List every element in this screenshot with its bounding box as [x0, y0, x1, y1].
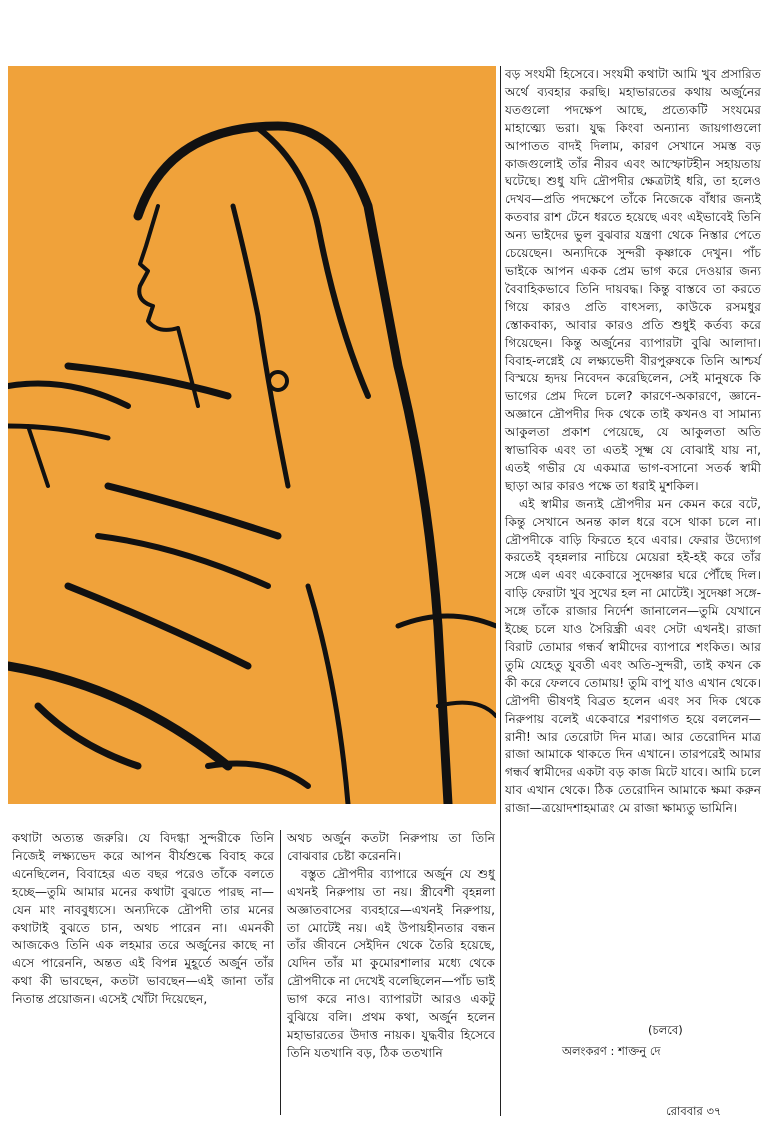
- illustration: [8, 66, 496, 804]
- column-divider: [280, 830, 281, 1115]
- page-footer: রোববার ৩৭: [666, 1104, 722, 1118]
- article-bottom-column-1: [12, 830, 274, 1009]
- article-bottom-column-2: [287, 830, 495, 1063]
- paragraph: অথচ অর্জুন কতটা নিরুপায় তা তিনি বোঝবার চেষ্টা করেননি।: [287, 831, 495, 863]
- paragraph: কথাটা অত্যন্ত জরুরি। যে বিদগ্ধা সুন্দরীকে তিনি নিজেই লক্ষ্যভেদ করে আপন বীর্যশুল্কে বিবাহ করে এনেছিলেন, বিবাহের এত বছর পরেও তাঁকে বলতে হচ্ছে—তুমি আমার মনের কথাটা বুঝতে পারছ না—যেন মাং নাববুধ্যসে। অন্যদিকে দ্রৌপদী তার মনের কথাটাই বুঝতে চান, অথচ পারেন না। এমনকী আজকেও তিনি এক লহমার তরে অর্জুনের কাছে না এসে পারেননি, অন্তত এই বিপন্ন মুহূর্তে অর্জুন তাঁর কথা কী ভাবছেন, কতটা ভাবছেন—এই জানা তাঁর নিতান্ত প্রয়োজন। এসেই খোঁটা দিয়েছেন,: [12, 831, 274, 1007]
- column-divider: [500, 66, 501, 1116]
- woman-in-sari-brush-drawing: [8, 66, 496, 804]
- paragraph: এই স্বামীর জন্যই দ্রৌপদীর মন কেমন করে বটে, কিন্তু সেখানে অনন্ত কাল ধরে বসে থাকা চলে না। দ্রৌপদীকে বাড়ি ফিরতে হবে এবার। ফেরার উদ্যোগ করতেই বৃহন্নলার নাচিয়ে মেয়েরা হই-হই করে তাঁর সঙ্গে এল এবং একেবারে সুদেষ্ণার ঘরে পৌঁছে দিল। বাড়ি ফেরাটা খুব সুখের হল না মোটেই। সুদেষ্ণা সঙ্গে-সঙ্গে তাঁকে রাজার নির্দেশ জানালেন—তুমি যেখানে ইচ্ছে চলে যাও সৈরিন্ধ্রী এবং সেটা এখনই। রাজা বিরাট তোমার গন্ধর্ব স্বামীদের ব্যাপারে শংকিত। আর তুমি যেহেতু যুবতী এবং অতি-সুন্দরী, তাই কখন কে কী করে ফেলবে তোমায়! তুমি বাপু যাও এখান থেকে। দ্রৌপদী ভীষণই বিব্রত হলেন এবং সব দিক থেকে নিরুপায় বলেই একেবারে শরণাগত হয়ে বললেন—রানী! আর তেরোটা দিন মাত্র। আর তেরোদিন মাত্র রাজা আমাকে থাকতে দিন এখানে। তারপরেই আমার গন্ধর্ব স্বামীদের একটা বড় কাজ মিটে যাবে। আমি চলে যাব এখান থেকে। ঠিক তেরোদিন আমাকে ক্ষমা করুন রাজা—ত্রয়োদশাহমাত্রং মে রাজা ক্ষাম্যতু ভামিনি।: [505, 496, 761, 816]
- article-right-column: [505, 66, 761, 818]
- paragraph: বড় সংযমী হিসেবে। সংযমী কথাটা আমি খুব প্রসারিত অর্থে ব্যবহার করছি। মহাভারতের কথায় অর্জুনের যতগুলো পদক্ষেপ আছে, প্রত্যেকটি সংযমের মাহাত্ম্যে ভরা। যুদ্ধ কিংবা অন্যান্য জায়গাগুলো আপাতত বাদই দিলাম, কারণ সেখানে সমস্ত বড় কাজগুলোই তাঁর নীরব এবং আস্ফোটহীন সহায়তায় ঘটেছে। শুধু যদি দ্রৌপদীর ক্ষেত্রটাই ধরি, তা হলেও দেখব—প্রতি পদক্ষেপে তাঁকে নিজেকে বাঁধার জন্যই কতবার রাশ টেনে ধরতে হয়েছে এবং এইভাবেই তিনি অন্য ভাইদের ভুল বুঝবার যন্ত্রণা থেকে নিস্তার পেতে চেয়েছেন। অন্যদিকে সুন্দরী কৃষ্ণাকে দেখুন। পাঁচ ভাইকে আপন একক প্রেম ভাগ করে দেওয়ার জন্য বৈবাহিকভাবে তিনি দায়বদ্ধ। কিন্তু বাস্তবে তা করতে গিয়ে কারও প্রতি বাৎসল্য, কাউকে রসমধুর স্তোকবাক্য, আবার কারও প্রতি শুধুই কর্তব্য করে গিয়েছেন। কিন্তু অর্জুনের ব্যাপারটা বুঝি আলাদা। বিবাহ-লগ্নেই যে লক্ষ্যভেদী বীরপুরুষকে তিনি আশ্চর্য বিস্ময়ে হৃদয় নিবেদন করেছিলেন, সেই মানুষকে কি ভাগের প্রেম দিলে চলে? কারণে-অকারণে, জ্ঞানে-অজ্ঞানে দ্রৌপদীর দিক থেকে তাই কখনও বা সামান্য আকুলতা প্রকাশ পেয়েছে, যে আকুলতা অতি স্বাভাবিক এবং তা এতই সূক্ষ্ম যে বোঝাই যায় না, এতই গভীর যে একমাত্র ভাগ-বসানো সতর্ক স্বামী ছাড়া আর কারও পক্ষে তা ধরাই মুশকিল।: [505, 67, 761, 493]
- continued-note: (চলবে): [648, 1023, 683, 1037]
- illustration-credit: অলংকরণ : শাক্তনু দে: [562, 1044, 661, 1058]
- paragraph: বস্তুত দ্রৌপদীর ব্যাপারে অর্জুন যে শুধু এখনই নিরুপায় তা নয়। স্ত্রীবেশী বৃহন্নলা অজ্ঞাতবাসের ব্যবহারে—এখনই নিরুপায়, তা মোটেই নয়। এই উপায়হীনতার বন্ধন তাঁর জীবনে সেইদিন থেকে তৈরি হয়েছে, যেদিন তাঁর মা কুমোরশালার মধ্যে থেকে দ্রৌপদীকে না দেখেই বলেছিলেন—পাঁচ ভাই ভাগ করে নাও। ব্যাপারটা আরও একটু বুঝিয়ে বলি। প্রথম কথা, অর্জুন হলেন মহাভারতের উদাত্ত নায়ক। যুদ্ধবীর হিসেবে তিনি যতখানি বড়, ঠিক ততখানি: [287, 866, 495, 1060]
